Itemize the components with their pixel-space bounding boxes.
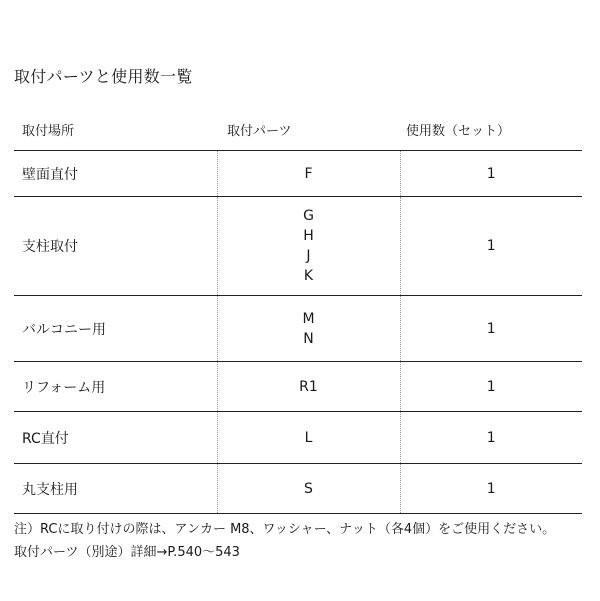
row-qty: 1: [486, 320, 496, 337]
row-qty: 1: [486, 165, 496, 182]
row-place: リフォーム用: [22, 379, 106, 396]
footnote-anchor-note: 注）RCに取り付けの際は、アンカー M8、ワッシャー、ナット（各4個）をご使用ください。: [14, 522, 556, 537]
part-code: G: [303, 208, 314, 224]
header-parts: 取付パーツ: [227, 123, 292, 139]
part-code: N: [303, 330, 314, 347]
table-row: [14, 151, 582, 197]
part-code: M: [302, 310, 315, 327]
part-code: R1: [299, 378, 318, 395]
row-parts: [217, 464, 400, 514]
part-code: S: [304, 480, 313, 497]
row-place: バルコニー用: [22, 321, 106, 338]
row-parts: [217, 296, 400, 362]
footnote-page-reference: 取付パーツ（別途）詳細→P.540～543: [14, 545, 240, 560]
row-place: 丸支柱用: [22, 481, 78, 498]
footnote: [14, 518, 555, 564]
header-qty: 使用数（セット）: [406, 123, 511, 139]
row-qty: 1: [486, 480, 496, 497]
part-code: L: [304, 429, 313, 446]
part-code: K: [303, 268, 314, 284]
row-parts: [217, 412, 400, 464]
part-code: F: [304, 165, 313, 182]
row-parts: [217, 151, 400, 197]
table-row: [14, 296, 582, 362]
part-code: J: [306, 248, 311, 264]
row-place: 壁面直付: [22, 166, 78, 183]
row-place: RC直付: [22, 430, 69, 447]
table-row: [14, 197, 582, 296]
row-parts: [217, 197, 400, 296]
parts-usage-table: [14, 108, 582, 514]
row-qty: 1: [486, 378, 496, 395]
table-row: [14, 464, 582, 514]
row-qty: 1: [486, 429, 496, 446]
row-qty: 1: [486, 238, 496, 254]
row-parts: [217, 362, 400, 412]
table-header-row: [14, 108, 582, 151]
table-row: [14, 362, 582, 412]
table-row: [14, 412, 582, 464]
row-place: 支柱取付: [22, 239, 78, 255]
part-code: H: [303, 228, 314, 244]
page-title: 取付パーツと使用数一覧: [14, 67, 193, 86]
header-place: 取付場所: [22, 123, 75, 139]
